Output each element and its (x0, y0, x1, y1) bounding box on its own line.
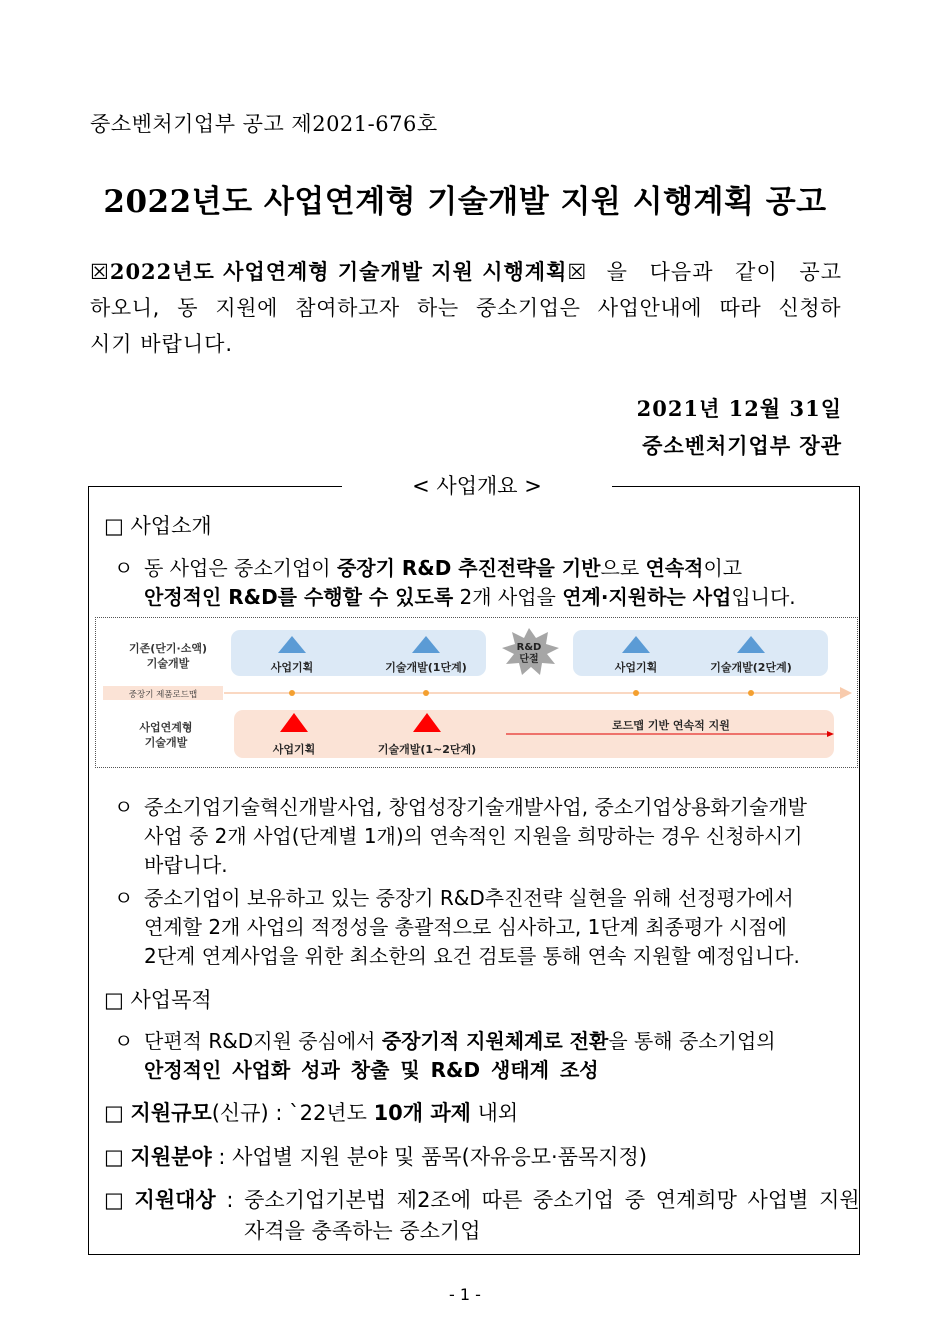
scale-label: 지원규모 (130, 1101, 212, 1125)
intro-bullet-3 (114, 884, 844, 971)
rnd-cut-label-1: R&D (516, 642, 542, 653)
field-label: 지원분야 (130, 1145, 212, 1169)
b1-p2: 으로 (600, 556, 646, 580)
b1-b2: 연속적 (645, 556, 704, 580)
minister-signature: 중소벤처기업부 장관 (642, 434, 842, 458)
b3-line1: 중소기업이 보유하고 있는 중장기 R&D추진전략 실현을 위해 선정평가에서 (144, 886, 794, 910)
intro-line-2: 하오니, 동 지원에 참여하고자 하는 중소기업은 사업안내에 따라 신청하 (90, 296, 842, 320)
b1-p5: 입니다. (731, 585, 796, 609)
row2-arrow-label: 로드맵 기반 연속적 지원 (612, 719, 730, 732)
intro-bullet-1-text (144, 554, 844, 612)
target-box: □ (104, 1188, 124, 1212)
bullet-mark: ㅇ (114, 795, 134, 819)
pu-b1: 중장기적 지원체계로 전환 (381, 1029, 609, 1053)
pu-b2: 안정적인 사업화 성과 창출 및 R&D 생태계 조성 (144, 1058, 599, 1082)
overview-title: < 사업개요 > (342, 472, 612, 500)
b3-line2: 연계할 2개 사업의 적정성을 총괄적으로 심사하고, 1단계 최종평가 시점에 (144, 915, 787, 939)
intro-line-1 (90, 254, 842, 290)
b1-b4: 연계·지원하는 사업 (562, 585, 732, 609)
b1-p4: 2개 사업을 (453, 585, 563, 609)
roadmap-dot-4 (748, 690, 754, 696)
scale-sep: : `22년도 (268, 1101, 374, 1125)
purpose-bullet (114, 1027, 844, 1085)
b2-line3: 바랍니다. (144, 853, 228, 877)
row2-item-2: 기술개발(1~2단계) (377, 743, 477, 756)
row1-label-line1: 기존(단기·소액) (129, 642, 207, 655)
support-field (104, 1143, 647, 1171)
roadmap-dot-3 (633, 690, 639, 696)
close-mark: ☒ (567, 260, 588, 284)
roadmap-arrowhead (840, 687, 852, 699)
row1-item-2: 기술개발(1단계) (385, 661, 467, 674)
target-label: 지원대상 (134, 1188, 216, 1212)
plan-name: 2022년도 사업연계형 기술개발 지원 시행계획 (109, 259, 568, 284)
target-line2: 자격을 충족하는 중소기업 (244, 1219, 481, 1243)
intro-paragraph (90, 254, 842, 362)
roadmap-label: 중장기 제품로드맵 (128, 690, 198, 700)
b1-p1: 동 사업은 중소기업이 (144, 556, 337, 580)
roadmap-diagram-svg (96, 618, 857, 767)
intro-line-1-rest: 을 다음과 같이 공고 (606, 260, 842, 284)
b1-b1: 중장기 R&D 추진전략을 기반 (336, 556, 601, 580)
roadmap-dot-1 (289, 690, 295, 696)
row1-label-line2: 기술개발 (146, 657, 190, 670)
intro-bullet-3-text (144, 884, 844, 971)
bullet-mark: ㅇ (114, 886, 134, 910)
document-title: 2022년도 사업연계형 기술개발 지원 시행계획 공고 (103, 184, 827, 220)
scale-rest: 내외 (470, 1101, 519, 1125)
support-scale (104, 1099, 518, 1127)
row2-label-line2: 기술개발 (144, 736, 188, 749)
intro-line-3: 시기 바랍니다. (90, 332, 234, 356)
field-box: □ (104, 1145, 124, 1169)
page-number: - 1 - (449, 1285, 481, 1304)
pu-p2: 을 통해 중소기업의 (608, 1029, 776, 1053)
pu-p1: 단편적 R&D지원 중심에서 (144, 1029, 382, 1053)
scale-bold: 10개 과제 (373, 1101, 471, 1125)
row2-label-line1: 사업연계형 (139, 721, 193, 734)
target-line1: : 중소기업기본법 제2조에 따른 중소기업 중 연계희망 사업별 지원 (215, 1188, 860, 1212)
intro-bullet-2 (114, 793, 844, 880)
open-mark: ☒ (90, 260, 110, 284)
support-target (104, 1186, 860, 1245)
row1-item-4: 기술개발(2단계) (710, 661, 792, 674)
b3-line3: 2단계 연계사업을 위한 최소한의 요건 검토를 통해 연속 지원할 예정입니다. (144, 944, 800, 968)
field-rest: : 사업별 지원 분야 및 품목(자유응모·품목지정) (211, 1145, 648, 1169)
b2-line2: 사업 중 2개 사업(단계별 1개)의 연속적인 지원을 희망하는 경우 신청하시기 (144, 824, 803, 848)
b1-b3: 안정적인 R&D를 수행할 수 있도록 (144, 585, 454, 609)
scale-paren: (신규) (211, 1101, 269, 1125)
b2-line1: 중소기업기술혁신개발사업, 창업성장기술개발사업, 중소기업상용화기술개발 (144, 795, 807, 819)
row1-item-3: 사업기획 (614, 661, 658, 674)
announcement-date: 2021년 12월 31일 (636, 396, 842, 421)
bullet-mark: ㅇ (114, 1029, 134, 1053)
notice-number: 중소벤처기업부 공고 제2021-676호 (90, 112, 438, 136)
row2-item-1: 사업기획 (272, 743, 316, 756)
intro-bullet-2-text (144, 793, 844, 880)
section-introduction-heading: □ 사업소개 (104, 514, 212, 538)
purpose-bullet-text (144, 1027, 844, 1085)
roadmap-diagram (95, 617, 858, 768)
row1-item-1: 사업기획 (270, 661, 314, 674)
rnd-cut-label-2: 단절 (519, 654, 539, 665)
b1-p3: 이고 (703, 556, 743, 580)
intro-bullet-1 (114, 554, 844, 612)
scale-box: □ (104, 1101, 124, 1125)
section-purpose-heading: □ 사업목적 (104, 988, 212, 1012)
bullet-mark: ㅇ (114, 556, 134, 580)
roadmap-dot-2 (423, 690, 429, 696)
